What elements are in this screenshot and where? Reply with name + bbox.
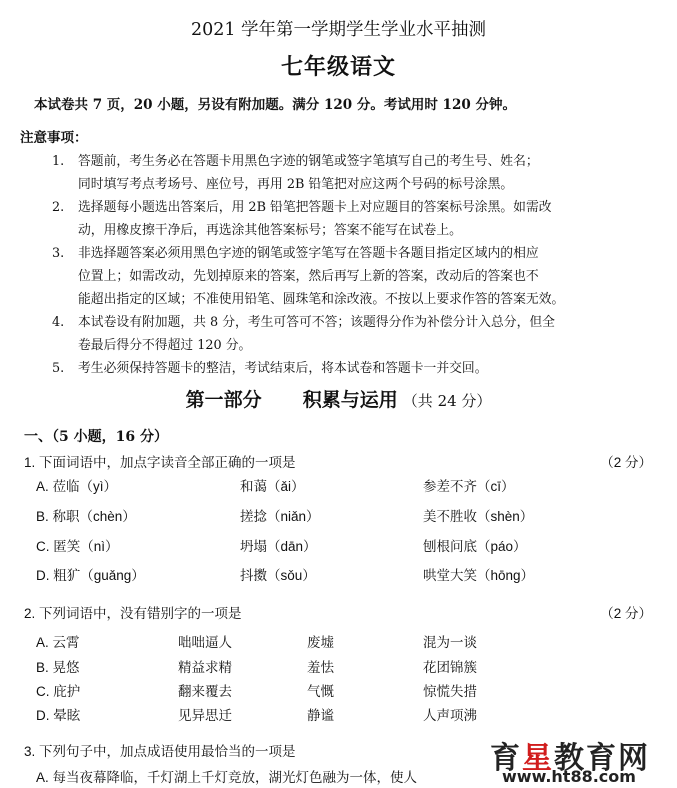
notice-line: 动，用橡皮擦干净后，再选涂其他答案标号；答案不能写在试卷上。 (78, 223, 462, 238)
q1-option-b-3: 美不胜收（shèn） (423, 509, 534, 524)
question-2-stem: 2. 下列词语中，没有错别字的一项是 (24, 606, 242, 621)
notice-line: 卷最后得分不得超过 120 分。 (78, 338, 252, 353)
q2-option-c-4: 惊慌失措 (423, 684, 477, 699)
q2-option-a-2: 咄咄逼人 (178, 635, 232, 650)
q2-option-d-2: 见异思迁 (178, 708, 232, 723)
q1-option-d-2: 抖擞（sǒu） (240, 568, 316, 583)
q2-option-a-4: 混为一谈 (423, 635, 477, 650)
q1-option-c-1: C. 匿笑（nì） (36, 539, 119, 554)
q1-option-c-2: 坍塌（dān） (240, 539, 317, 554)
q1-option-d-3: 哄堂大笑（hōng） (423, 568, 535, 583)
exam-intro: 本试卷共 7 页，20 小题，另设有附加题。满分 120 分。考试用时 120 分钟。 (34, 97, 516, 113)
question-1-stem: 1. 下面词语中，加点字读音全部正确的一项是 (24, 455, 296, 470)
notice-number: 4. (52, 315, 65, 330)
q2-option-b-3: 羞怯 (307, 660, 334, 675)
q2-option-d-3: 静谧 (307, 708, 334, 723)
q1-option-b-2: 搓捻（niǎn） (240, 509, 320, 524)
question-1-score: （2 分） (600, 455, 652, 470)
q2-option-c-2: 翻来覆去 (178, 684, 232, 699)
q2-option-c-3: 气慨 (307, 684, 334, 699)
notice-line: 考生必须保持答题卡的整洁，考试结束后，将本试卷和答题卡一并交回。 (78, 361, 488, 376)
q2-option-b-4: 花团锦簇 (423, 660, 477, 675)
notice-line: 本试卷设有附加题，共 8 分，考生可答可不答；该题得分作为补偿分计入总分，但全 (78, 315, 555, 330)
q1-option-c-3: 刨根问底（páo） (423, 539, 527, 554)
notice-number: 3. (52, 246, 65, 261)
part-name: 第一部分 (185, 389, 262, 411)
q3-option-a: A. 每当夜幕降临，千灯湖上千灯竞放，湖光灯色融为一体，使人 (36, 770, 418, 785)
part-title: 积累与运用 (302, 389, 398, 411)
exam-title: 2021 学年第一学期学生学业水平抽测 (190, 20, 487, 40)
q2-option-a-3: 废墟 (307, 635, 334, 650)
q1-option-b-1: B. 称职（chèn） (36, 509, 136, 524)
q1-option-d-1: D. 粗犷（guǎng） (36, 568, 145, 583)
subject-title: 七年级语文 (280, 54, 396, 80)
watermark-name-part1: 育 (490, 741, 522, 776)
question-2-score: （2 分） (600, 606, 652, 621)
notice-list (52, 150, 672, 380)
section-heading: 一、（5 小题，16 分） (24, 429, 168, 445)
notice-line: 选择题每小题选出答案后，用 2B 铅笔把答题卡上对应题目的答案标号涂黑。如需改 (78, 200, 552, 215)
q2-option-b-1: B. 晃悠 (36, 660, 80, 675)
part-points: （共 24 分） (402, 392, 492, 410)
q2-option-d-4: 人声项沸 (423, 708, 477, 723)
question-3-stem: 3. 下列句子中，加点成语使用最恰当的一项是 (24, 744, 296, 759)
site-watermark (480, 733, 677, 788)
notice-line: 非选择题答案必须用黑色字迹的钢笔或签字笔写在答题卡各题目指定区域内的相应 (78, 246, 539, 261)
notice-item (52, 311, 672, 357)
watermark-url: www.ht88.com (502, 767, 636, 786)
notice-number: 2. (52, 200, 65, 215)
q1-option-a-2: 和蔼（ǎi） (240, 479, 305, 494)
notice-number: 1. (52, 154, 65, 169)
notice-item (52, 242, 672, 311)
q2-option-c-1: C. 庇护 (36, 684, 81, 699)
notice-line: 答题前，考生务必在答题卡用黑色字迹的钢笔或签字笔填写自己的考生号、姓名； (78, 154, 539, 169)
watermark-name-part2: 教育网 (554, 741, 650, 776)
notice-line: 能超出指定的区域；不准使用铅笔、圆珠笔和涂改液。不按以上要求作答的答案无效。 (78, 292, 565, 307)
q1-option-a-3: 参差不齐（cī） (423, 479, 515, 494)
notice-line: 同时填写考点考场号、座位号，再用 2B 铅笔把对应这两个号码的标号涂黑。 (78, 177, 514, 192)
notice-item (52, 196, 672, 242)
notice-item (52, 357, 672, 380)
q2-option-b-2: 精益求精 (178, 660, 232, 675)
q1-option-a-1: A. 莅临（yì） (36, 479, 118, 494)
notice-number: 5. (52, 361, 65, 376)
notice-line: 位置上；如需改动，先划掉原来的答案，然后再写上新的答案，改动后的答案也不 (78, 269, 539, 284)
part-heading (0, 385, 677, 412)
q2-option-a-1: A. 云霄 (36, 635, 80, 650)
q2-option-d-1: D. 晕眩 (36, 708, 81, 723)
notice-title: 注意事项： (20, 130, 88, 146)
notice-item (52, 150, 672, 196)
watermark-name-star: 星 (522, 741, 554, 776)
